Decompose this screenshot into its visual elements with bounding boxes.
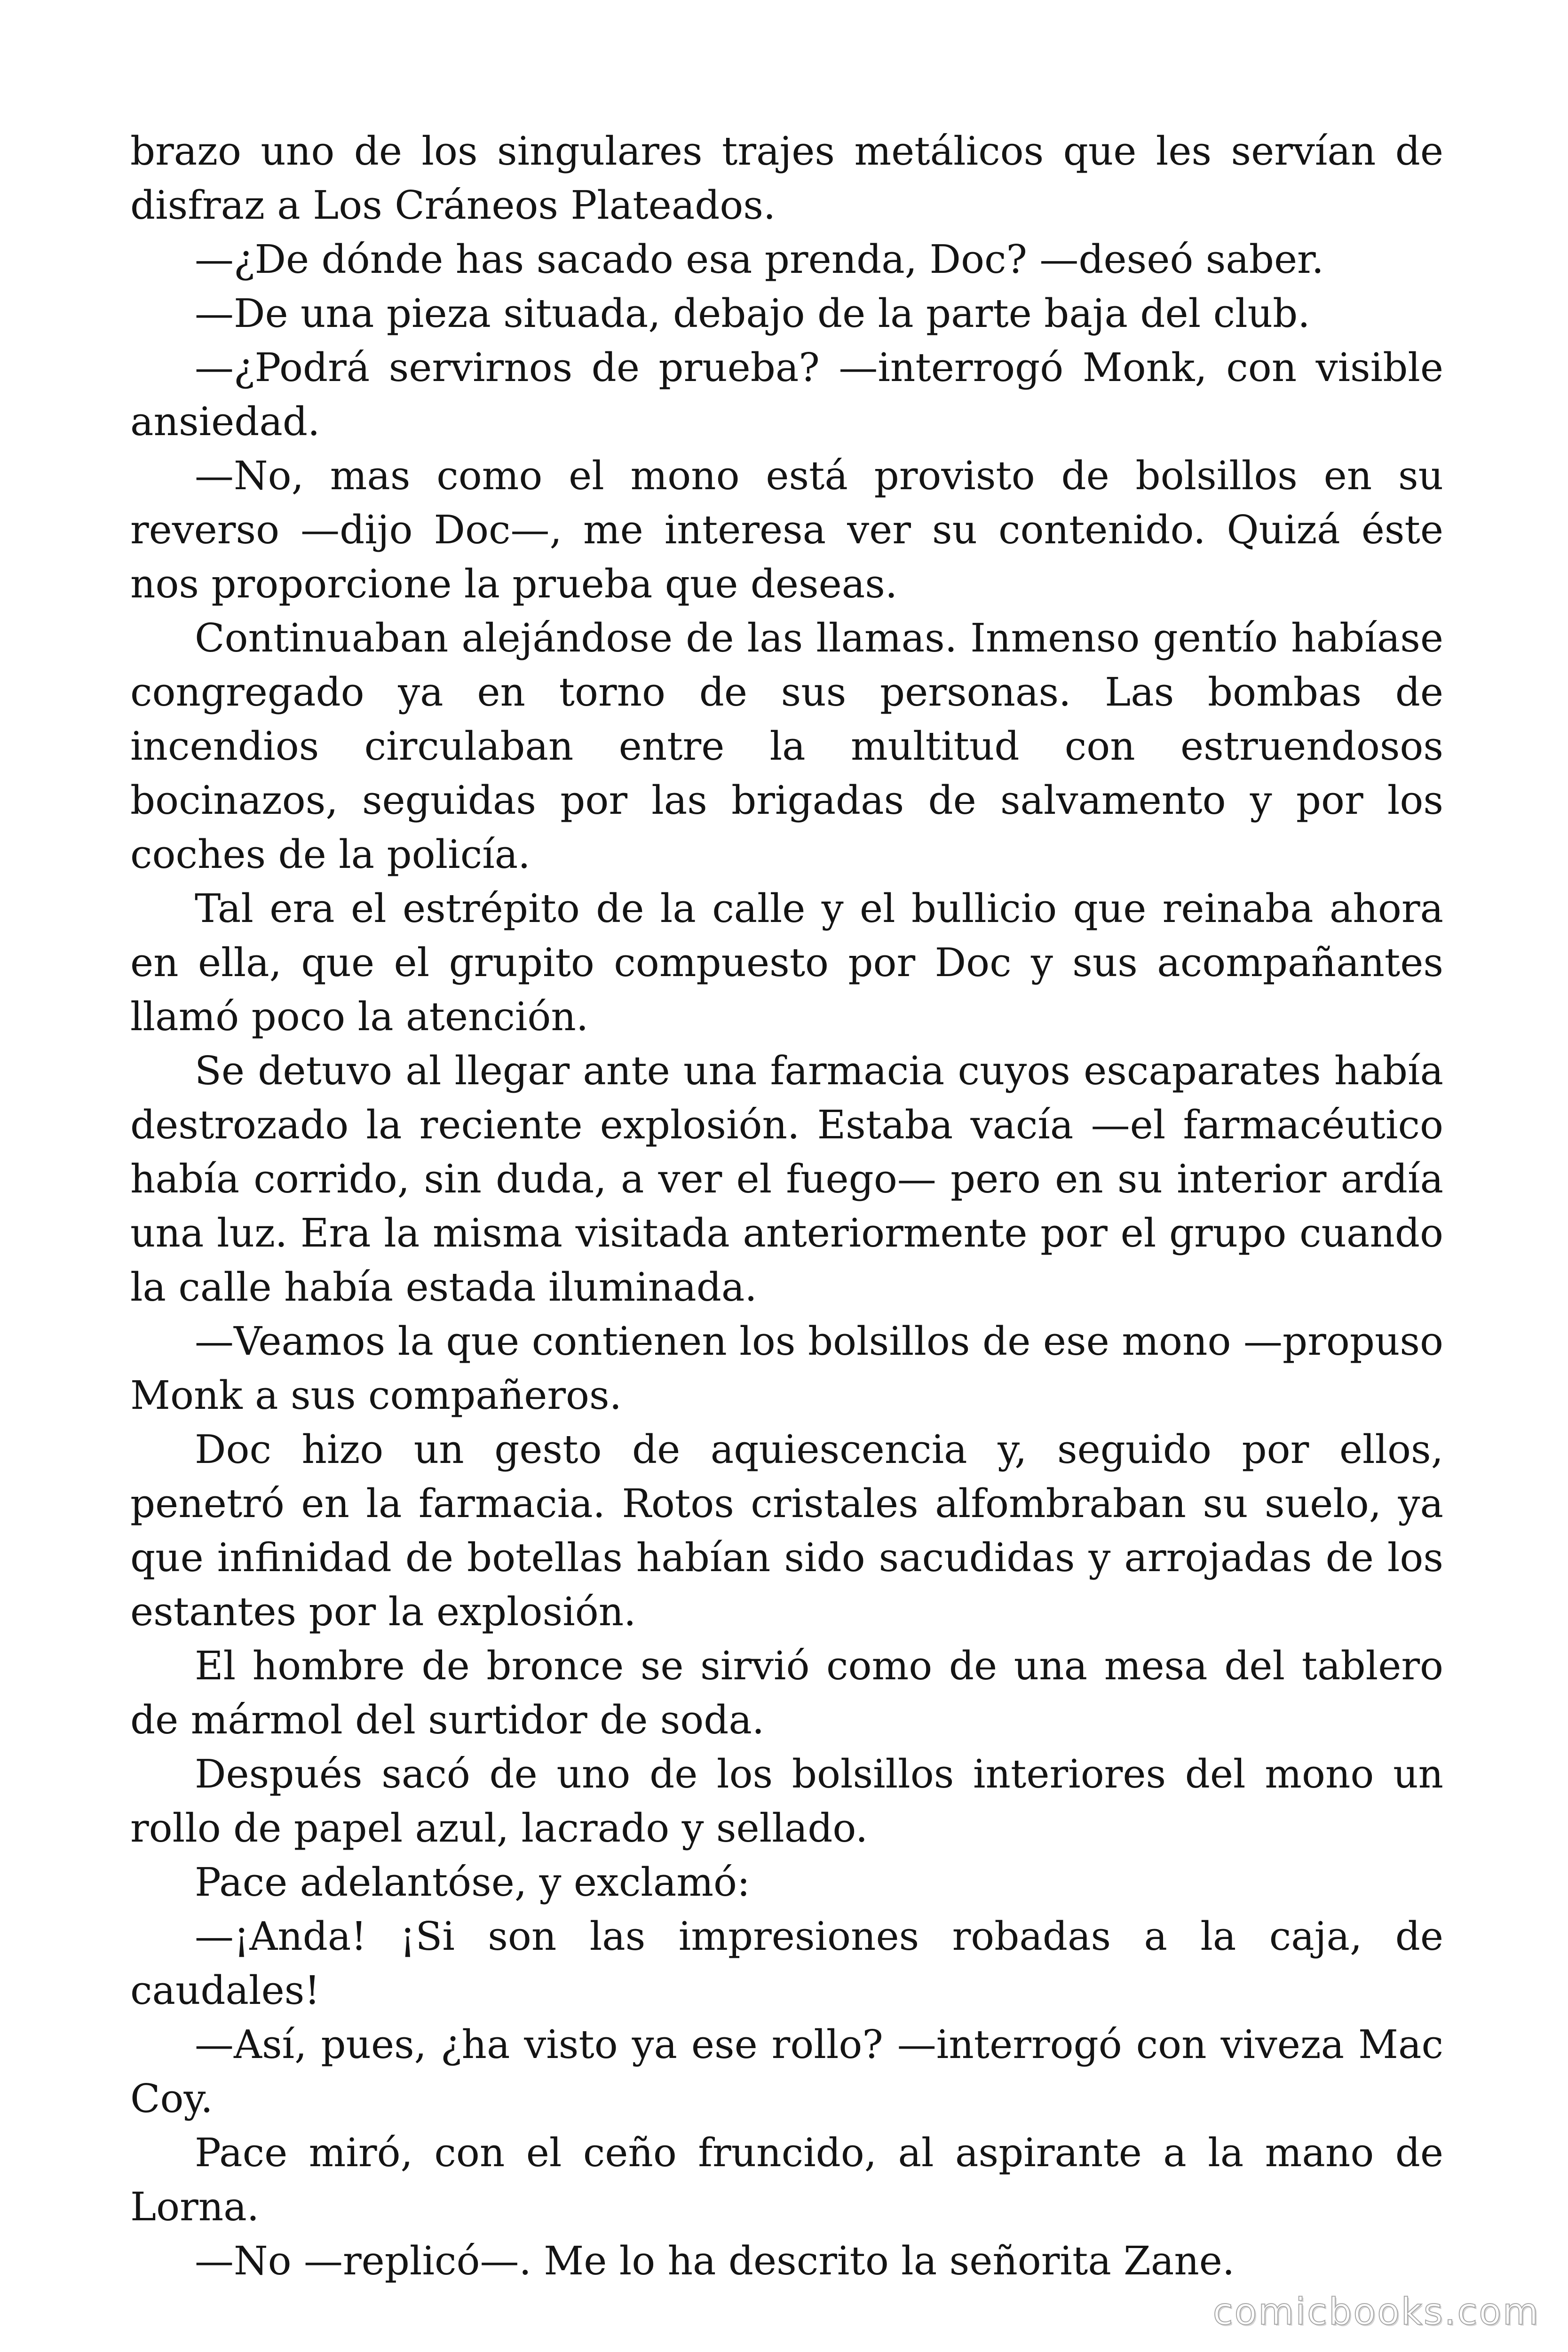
- paragraph-narrative: Doc hizo un gesto de aquiescencia y, seguido por ellos, penetró en la farmacia. Rotos cristales alfombraban su suelo, ya que infinidad de botellas habían sido sacudidas y arrojadas de los estantes por la explosión.: [130, 1427, 1443, 1635]
- paragraph-narrative: El hombre de bronce se sirvió como de una mesa del tablero de mármol del surtidor de soda.: [130, 1643, 1443, 1743]
- paragraph-dialogue: —No —replicó—. Me lo ha descrito la señorita Zane.: [195, 2238, 1235, 2284]
- paragraph-dialogue: —¿Podrá servirnos de prueba? —interrogó Monk, con visible ansiedad.: [130, 345, 1443, 445]
- body-text: [130, 124, 1443, 2288]
- paragraph-dialogue: —Veamos la que contienen los bolsillos de ese mono —propuso Monk a sus compañeros.: [130, 1319, 1443, 1418]
- paragraph-dialogue: —Así, pues, ¿ha visto ya ese rollo? —interrogó con viveza Mac Coy.: [130, 2022, 1443, 2122]
- paragraph-narrative: Continuaban alejándose de las llamas. Inmenso gentío habíase congregado ya en torno de sus personas. Las bombas de incendios circulaban entre la multitud con estruendosos bocinazos, seguidas por las brigadas de salvamento y por los coches de la policía.: [130, 615, 1443, 877]
- paragraph-continuation: brazo uno de los singulares trajes metálicos que les servían de disfraz a Los Cráneos Plateados.: [130, 128, 1443, 228]
- watermark: comicbooks.com: [1212, 2291, 1540, 2333]
- paragraph-dialogue: —De una pieza situada, debajo de la parte baja del club.: [195, 291, 1310, 336]
- paragraph-dialogue: —¡Anda! ¡Si son las impresiones robadas a la caja, de caudales!: [130, 1914, 1443, 2013]
- paragraph-narrative: Tal era el estrépito de la calle y el bullicio que reinaba ahora en ella, que el grupito compuesto por Doc y sus acompañantes llamó poco la atención.: [130, 886, 1443, 1040]
- paragraph-narrative: Pace adelantóse, y exclamó:: [195, 1859, 750, 1905]
- paragraph-narrative: Pace miró, con el ceño fruncido, al aspirante a la mano de Lorna.: [130, 2130, 1443, 2230]
- paragraph-dialogue: —No, mas como el mono está provisto de bolsillos en su reverso —dijo Doc—, me interesa ver su contenido. Quizá éste nos proporcione la prueba que deseas.: [130, 453, 1443, 607]
- paragraph-dialogue: —¿De dónde has sacado esa prenda, Doc? —deseó saber.: [195, 237, 1324, 282]
- paragraph-narrative: Se detuvo al llegar ante una farmacia cuyos escaparates había destrozado la reciente explosión. Estaba vacía —el farmacéutico había corrido, sin duda, a ver el fuego— pero en su interior ardía una luz. Era la misma visitada anteriormente por el grupo cuando la calle había estada iluminada.: [130, 1048, 1443, 1310]
- paragraph-narrative: Después sacó de uno de los bolsillos interiores del mono un rollo de papel azul, lacrado y sellado.: [130, 1751, 1443, 1851]
